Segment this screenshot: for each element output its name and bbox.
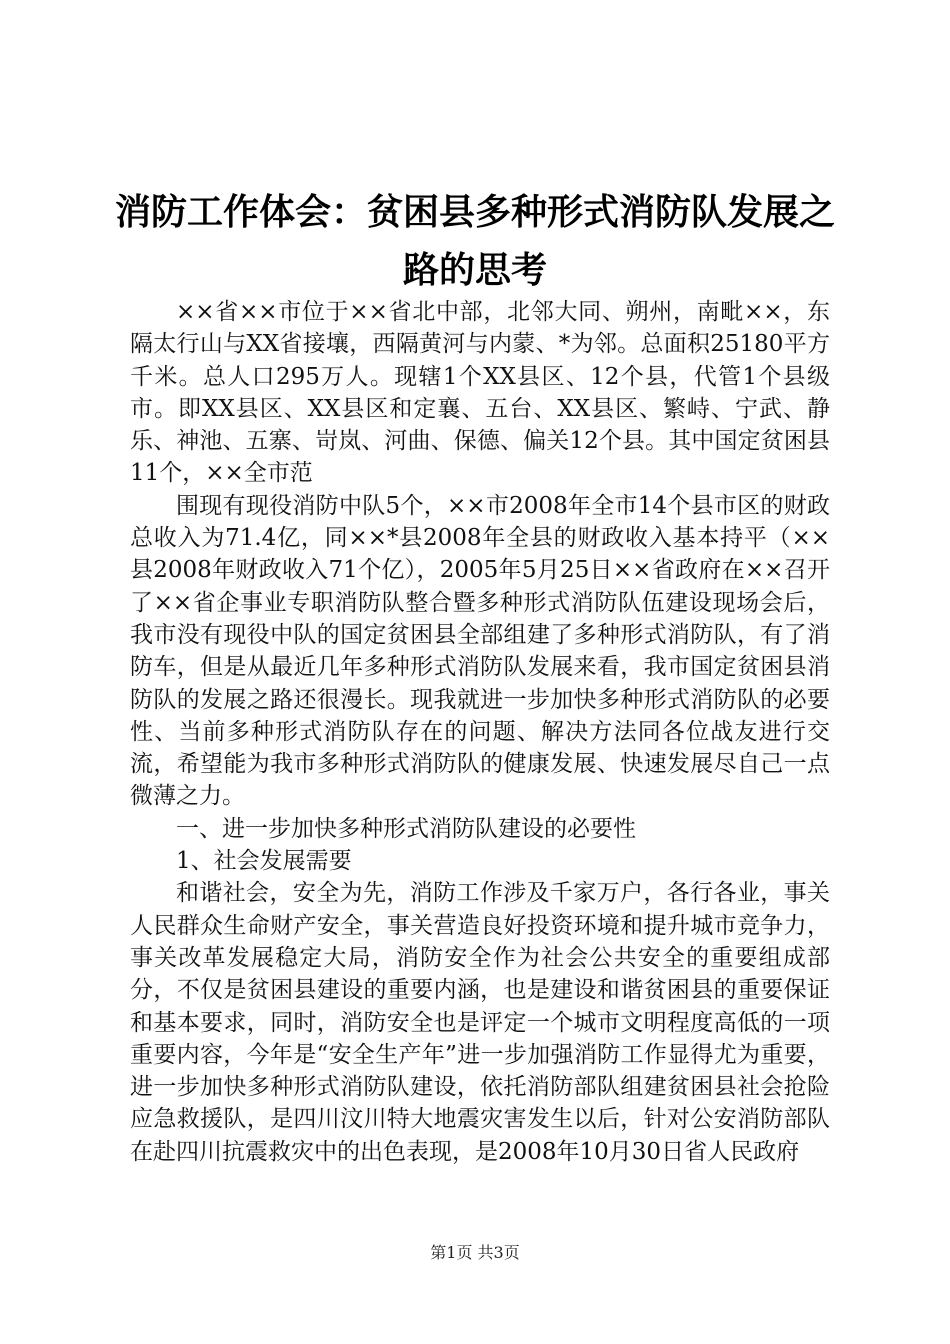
section-heading: 一、进一步加快多种形式消防队建设的必要性 [176, 815, 636, 842]
document-title: 消防工作体会：贫困县多种形式消防队发展之路的思考 [114, 192, 835, 292]
paragraph-background: 围现有现役消防中队5个，××市2008年全市14个县市区的财政总收入为71.4亿，同××*县2008年全县的财政收入基本持平（××县2008年财政收入71个亿），2005年5月25日××省政府在××召开了××省企事业专职消防队整合暨多种形式消防队伍建设现场会后，我市没有现役中队的国定贫困县全部组建了多种形式消防队，有了消防车，但是从最近几年多种形式消防队发展来看，我市国定贫困县消防队的发展之路还很漫长。现我就进一步加快多种形式消防队的必要性、当前多种形式消防队存在的问题、解决方法同各位战友进行交流，希望能为我市多种形式消防队的健康发展、快速发展尽自己一点微薄之力。 [130, 492, 830, 810]
page-number: 第1页 共3页 [430, 1243, 520, 1262]
paragraph-intro: ××省××市位于××省北中部，北邻大同、朔州，南毗××，东隔太行山与XX省接壤，西隔黄河与内蒙、*为邻。总面积25180平方千米。总人口295万人。现辖1个XX县区、12个县，代管1个县级市。即XX县区、XX县区和定襄、五台、XX县区、繁峙、宁武、静乐、神池、五寨、岢岚、河曲、保德、偏关12个县。其中国定贫困县11个，××全市范 [130, 299, 830, 487]
paragraph-social-need: 和谐社会，安全为先，消防工作涉及千家万户，各行各业，事关人民群众生命财产安全，事关营造良好投资环境和提升城市竞争力，事关改革发展稳定大局，消防安全作为社会公共安全的重要组成部分，不仅是贫困县建设的重要内涵，也是建设和谐贫困县的重要保证和基本要求，同时，消防安全也是评定一个城市文明程度高低的一项重要内容，今年是“安全生产年”进一步加强消防工作显得尤为重要，进一步加快多种形式消防队建设，依托消防部队组建贫困县社会抢险应急救援队，是四川汶川特大地震灾害发生以后，针对公安消防部队在赴四川抗震救灾中的出色表现，是2008年10月30日省人民政府 [130, 880, 830, 1165]
subsection-heading: 1、社会发展需要 [176, 848, 352, 875]
document-body [130, 296, 830, 1168]
